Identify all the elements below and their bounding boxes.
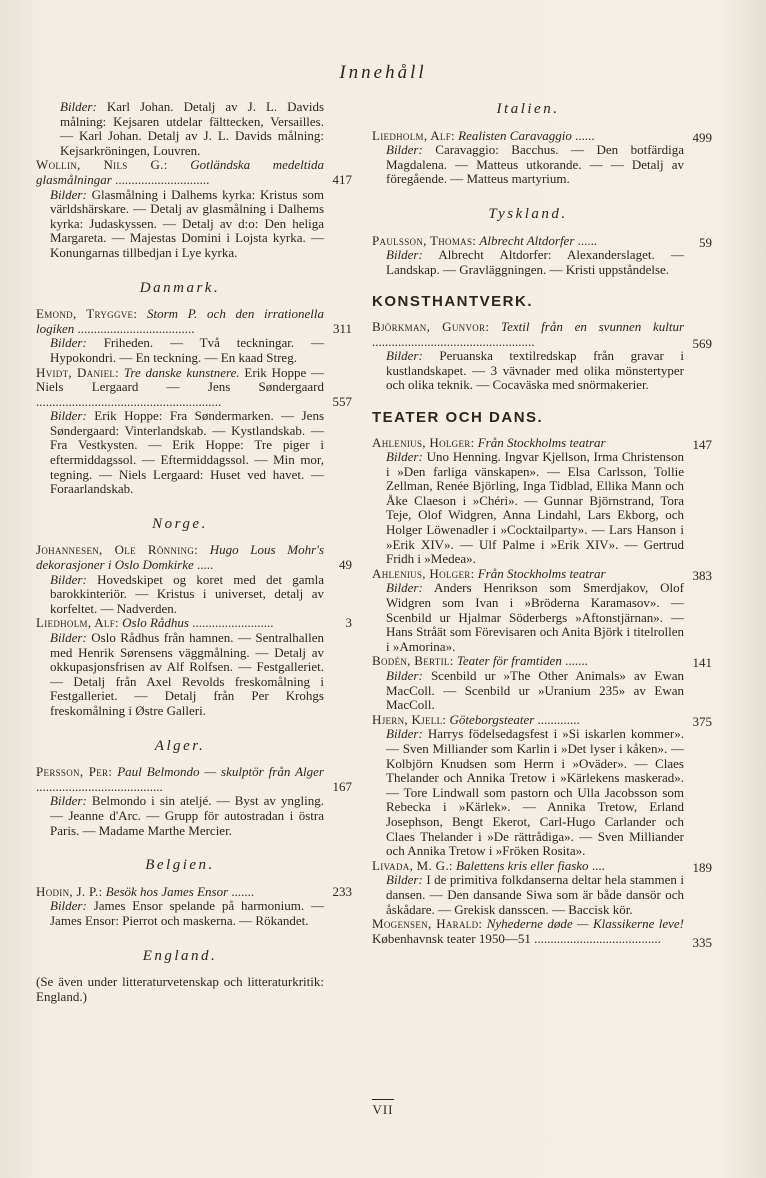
entry-wollin: Wollin, Nils G.: Gotländska medeltida glasmålningar ............................. 417 Bilder: Glasmålning i Dalhems kyrka: Kristus som världshärskare. — Detalj av glasmålning i Dalhems kyrka: Judaskyssen. — Detalj av d:o: Den heliga Margareta. — Majestas Domini i Lojsta kyrka. — Konungarnas tillbedjan i Lye kyrka. [36, 157, 352, 260]
country-heading: Danmark. [139, 279, 221, 296]
bilder-label: Bilder: [386, 449, 423, 465]
entry-title: Balettens kris eller fiasko [456, 857, 589, 873]
entry-emond: Emond, Tryggve: Storm P. och den irrationella logiken .................................... 311 Bilder: Friheden. — Två teckningar. — Hypokondri. — En teckning. — En kaad Streg. [36, 306, 352, 365]
entry-author: Hvidt, Daniel: [36, 364, 120, 380]
country-heading: Tyskland. [488, 205, 568, 222]
section-heading: TEATER OCH DANS. [372, 408, 544, 426]
page-number: 417 [332, 171, 352, 187]
bilder-text: Karl Johan. Detalj av J. L. Davids målning: Kejsaren utdelar fälttecken, Versailles. — Karl Johan. Detalj av J. L. Davids målning: Kejsarkröningen, Louvren. [60, 99, 325, 158]
bilder-label: Bilder: [50, 335, 87, 351]
bilder-text: Caravaggio: Bacchus. — Den botfärdiga Magdalena. — Matteus utkorande. — — Detalj av föregående. — Matteus martyrium. [386, 142, 684, 187]
page-number: 189 [692, 859, 712, 875]
page-number: 3 [345, 615, 352, 631]
bilder-label: Bilder: [386, 872, 423, 888]
entry-title: Paul Belmondo — skulptör från Alger [117, 764, 324, 780]
entry-ahlenius-2 [372, 565, 712, 655]
entry-hodin: Hodin, J. P.: Besök hos James Ensor ....... 233 Bilder: James Ensor spelande på harmonium. — James Ensor: Pierrot och maskerna. — Rökandet. [36, 883, 352, 928]
entry-title-rest: Erik Hoppe — Niels Lergaard — Jens Søndergaard [36, 364, 324, 395]
bilder-text: Scenbild ur »The Other Animals» av Ewan MacColl. — Scenbild ur »Uranium 235» av Ewan MacColl. [386, 668, 685, 713]
entry-title: Tre danske kunstnere. [123, 364, 240, 380]
right-column [372, 100, 712, 950]
country-heading: Norge. [152, 515, 208, 532]
entry-title: Albrecht Altdorfer [479, 232, 575, 248]
entry-author: Johannesen, Ole Rönning: [36, 542, 199, 558]
page-title: Innehåll [339, 62, 427, 83]
page-number: 335 [692, 934, 712, 950]
entry-title: Nyhederne døde — Klassikerne leve! [486, 916, 684, 932]
country-heading: Alger. [154, 737, 206, 754]
entry-boden: Bodén, Bertil: Teater för framtiden ....... 141 Bilder: Scenbild ur »The Other Animals» av Ewan MacColl. — Scenbild ur »Uranium 235» av Ewan MacColl. [372, 653, 712, 713]
page-number: 569 [692, 335, 712, 351]
section-heading: KONSTHANTVERK. [372, 293, 534, 311]
entry-author: Hjern, Kjell: [372, 711, 447, 727]
entry-title: Oslo Rådhus [122, 615, 189, 631]
bilder-text: Belmondo i sin ateljé. — Byst av yngling. — Jeanne d'Arc. — Grupp för autostradan i östra Paris. — Madame Marthe Mercier. [50, 793, 324, 838]
entry-author: Ahlenius, Holger: [372, 434, 475, 450]
bilder-label: Bilder: [50, 793, 87, 809]
bilder-text: Albrecht Altdorfer: Alexanderslaget. — Landskap. — Gravläggningen. — Kristi uppståndelse. [386, 247, 684, 277]
country-heading: England. [142, 947, 218, 964]
entry-liedholm-caravaggio: Liedholm, Alf: Realisten Caravaggio ...... 499 Bilder: Caravaggio: Bacchus. — Den botfärdiga Magdalena. — Matteus utkorande. — — Detalj av föregående. — Matteus martyrium. [372, 127, 712, 187]
entry-hjern: Hjern, Kjell: Göteborgsteater ............. 375 Bilder: Harrys födelsedagsfest i »Si iskarlen kommer». — Sven Milliander som Karlin i »Det lyser i kåken». — Kolbjörn Knudsen som Herrn i »Oväder». — Claes Thelander och Annika Tretow i »Kärlekens maskerad». — Tore Lindwall som pastorn och Ulla Jacobsson som Rebecka i »Kärlek». — Annika Tretow, Erland Josephson, Bengt Ekerot, Carl-Hugo Carlander och Claes Thelander i »De rättrådiga». — Sven Milliander och Annika Tretow i »Fröken Rosita». [372, 711, 712, 859]
england-note: (Se även under litteraturvetenskap och litteraturkritik: England.) [36, 974, 324, 1004]
entry-title: Textil från en svunnen kultur [501, 318, 685, 334]
entry-author: Björkman, Gunvor: [372, 318, 490, 334]
bilder-label: Bilder: [386, 142, 423, 158]
bilder-text: Friheden. — Två teckningar. — Hypokondri. — En teckning. — En kaad Streg. [50, 335, 324, 365]
bilder-text: Peruanska textilredskap från gravar i kustlandskapet. — 3 vävnader med olika mönstertyper och olika teknik. — Cocaväska med snörmakerier. [386, 348, 685, 393]
bilder-label: Bilder: [386, 247, 423, 263]
entry-author: Bodén, Bertil: [372, 653, 454, 669]
entry-bjorkman: Björkman, Gunvor: Textil från en svunnen kultur .................................................. 569 Bilder: Peruanska textilredskap från gravar i kustlandskapet. — 3 vävnader med olika mönstertyper och olika teknik. — Cocaväska med snörmakerier. [372, 318, 712, 393]
page-number: 167 [332, 778, 352, 794]
entry-persson: Persson, Per: Paul Belmondo — skulptör från Alger ....................................... 167 Bilder: Belmondo i sin ateljé. — Byst av yngling. — Jeanne d'Arc. — Grupp för autostradan i östra Paris. — Madame Marthe Mercier. [36, 764, 352, 838]
entry-johannesen: Johannesen, Ole Rönning: Hugo Lous Mohr's dekorasjoner i Oslo Domkirke ..... 49 Bilder: Hovedskipet og koret med det gamla barokkinteriör. — Kristus i universet, detalj av korfeltet. — Nadverden. [36, 542, 352, 616]
entry-liedholm-oslo: Liedholm, Alf: Oslo Rådhus ......................... 3 Bilder: Oslo Rådhus från hamnen. — Sentralhallen med Henrik Sørensens väggmålning. — Detalj av okkupasjonsfrisen av Alf Rolfsen. — Festgalleriet. — Detalj från Axel Revolds freskomålning i Festgalleriet. — Detalj från Per Krohgs freskomålning i Østre Galleri. [36, 615, 352, 718]
left-column [36, 99, 352, 1004]
entry-author: Emond, Tryggve: [36, 306, 138, 322]
bilder-label: Bilder: [50, 898, 87, 914]
bilder-text: Oslo Rådhus från hamnen. — Sentralhallen med Henrik Sørensens väggmålning. — Detalj av okkupasjonsfrisen av Alf Rolfsen. — Festgalleriet. — Detalj från Axel Revolds freskomålning i Festgalleriet. — Detalj från Per Krohgs freskomålning i Østre Galleri. [50, 630, 324, 718]
entry-author: Wollin, Nils G.: [36, 157, 168, 173]
bilder-label: Bilder: [386, 726, 423, 742]
page-number: 499 [692, 129, 712, 145]
bilder-text: Uno Henning. Ingvar Kjellson, Irma Christenson i »Den farliga vänskapen». — Elsa Carlsson, Tollie Zellman, Renée Björling, Inga Tidblad, Ellika Mann och Åke Claeson i »Chéri». — Gunnar Björnstrand, Tora Teje, Olof Widgren, Anna Lindahl, Lars Ekborg, och Holger Löwenadler i »Cocktailparty». — Lars Hanson i »Erik XIV». — Ulf Palme i »Erik XIV». — Gertrud Fridh i »Medea». [386, 449, 684, 567]
page-number: 233 [332, 883, 352, 899]
entry-paulsson: Paulsson, Thomas: Albrecht Altdorfer ...... 59 Bilder: Albrecht Altdorfer: Alexanderslaget. — Landskap. — Gravläggningen. — Kristi uppståndelse. [372, 232, 712, 277]
entry-author: Paulsson, Thomas: [372, 232, 477, 248]
entry-livada: Livada, M. G.: Balettens kris eller fiasko .... 189 Bilder: I de primitiva folkdanserna deltar hela stammen i dansen. — Den dansande Siwa som är både dansör och åskådare. — Grekisk dansscen. — Baccisk kör. [372, 857, 712, 917]
country-heading: Italien. [496, 101, 560, 117]
bilder-text: Anders Henrikson som Smerdjakov, Olof Widgren som Ivan i »Bröderna Karamasov». — Scenbild ur Hjalmar Söderbergs »Aftonstjärnan». — Hans Stråät som Förevisaren och Anita Björk i titelrollen i »Amorina». [386, 580, 684, 654]
entry-author: Livada, M. G.: [372, 857, 453, 873]
entry-mogensen: Mogensen, Harald: Nyhederne døde — Klassikerne leve! Københavnsk teater 1950—51 ....................................... 335 [372, 916, 712, 950]
folio-number: VII [372, 1099, 393, 1117]
bilder-label: Bilder: [386, 668, 423, 683]
folio [0, 1102, 766, 1118]
entry-intro-bilder [36, 100, 324, 158]
page-number: 49 [339, 557, 352, 573]
country-heading: Belgien. [145, 857, 215, 874]
page-number: 383 [692, 567, 712, 583]
entry-title: Från Stockholms teatrar [477, 434, 606, 450]
bilder-label: Bilder: [60, 99, 97, 114]
bilder-label: Bilder: [386, 348, 423, 364]
entry-title: Från Stockholms teatrar [477, 565, 606, 581]
entry-title: Storm P. och den irrationella logiken [36, 306, 325, 336]
page-number: 311 [332, 320, 352, 336]
bilder-text: Harrys födelsedagsfest i »Si iskarlen kommer». — Sven Milliander som Karlin i »Det lyser i kåken». — Kolbjörn Knudsen som Herrn i »Oväder». — Claes Thelander och Annika Tretow i »Kärlekens maskerad». — Tore Lindwall som pastorn och Ulla Jacobsson som Rebecka i »Kärlek». — Annika Tretow, Erland Josephson, Bengt Ekerot, Carl-Hugo Carlander och Claes Thelander i »De rättrådiga». — Sven Milliander och Annika Tretow i »Fröken Rosita». [386, 726, 684, 859]
entry-title: Gotländska medeltida glasmålningar [36, 157, 325, 187]
entry-author: Persson, Per: [36, 764, 113, 780]
page-number: 147 [692, 436, 712, 452]
entry-title: Besök hos James Ensor [105, 883, 229, 899]
entry-ahlenius-1 [372, 434, 712, 567]
page-number: 557 [332, 393, 352, 409]
bilder-label: Bilder: [50, 408, 87, 424]
bilder-text: Erik Hoppe: Fra Søndermarken. — Jens Søndergaard: Vinterlandskab. — Kystlandskab. — Fra Vestkysten. — Erik Hoppe: Tre piger i eftermiddagssol. — Eftermiddagssol. — Min mor, tegning. — Niels Lergaard: Huset ved havet. — Foraarlandskab. [50, 408, 325, 497]
entry-title-rest: Københavnsk teater 1950—51 [372, 930, 531, 946]
entry-author: Hodin, J. P.: [36, 883, 103, 899]
bilder-label: Bilder: [50, 571, 87, 587]
bilder-text: Glasmålning i Dalhems kyrka: Kristus som världshärskare. — Detalj av glasmålning i Dalhems kyrka: Judaskyssen. — Detalj av d:o: Den heliga Margareta. — Majestas Domini i Lojsta kyrka. — Konungarnas tillbedjan i Lye kyrka. [50, 186, 325, 260]
entry-title: Realisten Caravaggio [458, 127, 572, 143]
page-number: 141 [692, 655, 712, 671]
entry-hvidt: Hvidt, Daniel: Tre danske kunstnere. Erik Hoppe — Niels Lergaard — Jens Søndergaard ......................................................... 557 Bilder: Erik Hoppe: Fra Søndermarken. — Jens Søndergaard: Vinterlandskab. — Kystlandskab. — Fra Vestkysten. — Erik Hoppe: Tre piger i eftermiddagssol. — Eftermiddagssol. — Min mor, tegning. — Niels Lergaard: Huset ved havet. — Foraarlandskab. [36, 364, 352, 497]
entry-author: Mogensen, Harald: [372, 916, 483, 932]
bilder-text: I de primitiva folkdanserna deltar hela stammen i dansen. — Den dansande Siwa som är både dansör och åskådare. — Grekisk dansscen. — Baccisk kör. [386, 872, 685, 917]
bilder-label: Bilder: [386, 580, 423, 596]
entry-author: Liedholm, Alf: [372, 127, 455, 143]
entry-title: Hugo Lous Mohr's dekorasjoner i Oslo Domkirke [36, 542, 325, 573]
bilder-label: Bilder: [50, 186, 87, 202]
bilder-label: Bilder: [50, 630, 87, 645]
entry-author: Liedholm, Alf: [36, 615, 119, 631]
entry-title: Göteborgsteater [449, 711, 535, 727]
page-number: 59 [699, 234, 712, 250]
bilder-text: Hovedskipet og koret med det gamla barokkinteriör. — Kristus i universet, detalj av korfeltet. — Nadverden. [50, 571, 325, 616]
page-number: 375 [692, 713, 712, 729]
entry-title: Teater för framtiden [456, 653, 562, 669]
bilder-text: James Ensor spelande på harmonium. — James Ensor: Pierrot och maskerna. — Rökandet. [50, 898, 324, 928]
entry-author: Ahlenius, Holger: [372, 565, 475, 581]
